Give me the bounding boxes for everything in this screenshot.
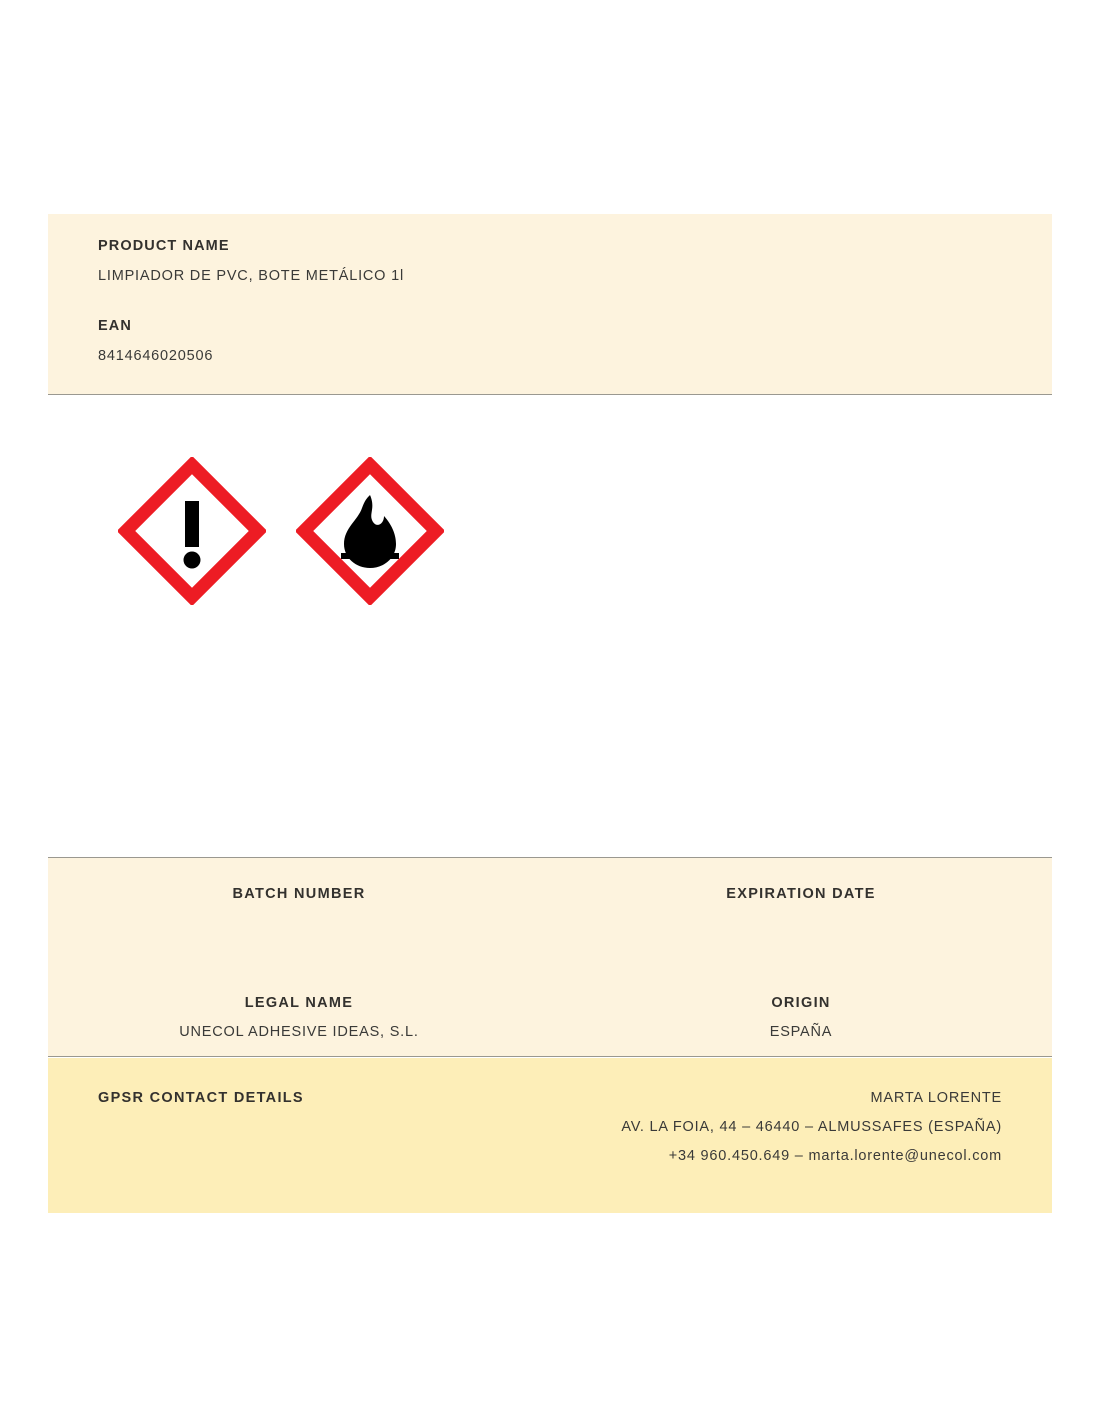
legal-name-value: UNECOL ADHESIVE IDEAS, S.L. xyxy=(179,1024,419,1040)
batch-number-cell xyxy=(48,886,550,933)
expiration-date-label: EXPIRATION DATE xyxy=(726,886,876,902)
ean-label: EAN xyxy=(98,318,132,334)
origin-cell xyxy=(550,995,1052,1042)
gpsr-contact-name: MARTA LORENTE xyxy=(870,1090,1002,1106)
product-header-block xyxy=(48,214,1052,395)
gpsr-contact-address: AV. LA FOIA, 44 – 46440 – ALMUSSAFES (ESPAÑA) xyxy=(621,1119,1002,1135)
gpsr-contact-lines xyxy=(621,1090,1002,1164)
gpsr-contact-block xyxy=(48,1058,1052,1213)
header-spacer xyxy=(98,284,1002,318)
product-name-label: PRODUCT NAME xyxy=(98,238,230,254)
hazard-pictograms xyxy=(118,457,444,605)
legal-name-cell xyxy=(48,995,550,1042)
ghs07-exclamation-mark-icon xyxy=(118,457,266,605)
ghs02-flame-icon xyxy=(296,457,444,605)
legal-name-label: LEGAL NAME xyxy=(244,995,354,1011)
origin-value: ESPAÑA xyxy=(769,1024,833,1040)
ean-value: 8414646020506 xyxy=(98,348,214,364)
batch-number-value xyxy=(48,915,550,933)
expiration-date-value xyxy=(550,915,1052,933)
legal-row xyxy=(48,933,1052,1042)
batch-number-label: BATCH NUMBER xyxy=(232,886,366,902)
gpsr-contact-label: GPSR CONTACT DETAILS xyxy=(98,1090,304,1106)
expiration-date-cell xyxy=(550,886,1052,933)
batch-row xyxy=(48,858,1052,933)
origin-label: ORIGIN xyxy=(771,995,831,1011)
batch-legal-block xyxy=(48,857,1052,1057)
product-name-value: LIMPIADOR DE PVC, BOTE METÁLICO 1l xyxy=(98,268,404,284)
gpsr-contact-phone-email: +34 960.450.649 – marta.lorente@unecol.com xyxy=(668,1148,1002,1164)
